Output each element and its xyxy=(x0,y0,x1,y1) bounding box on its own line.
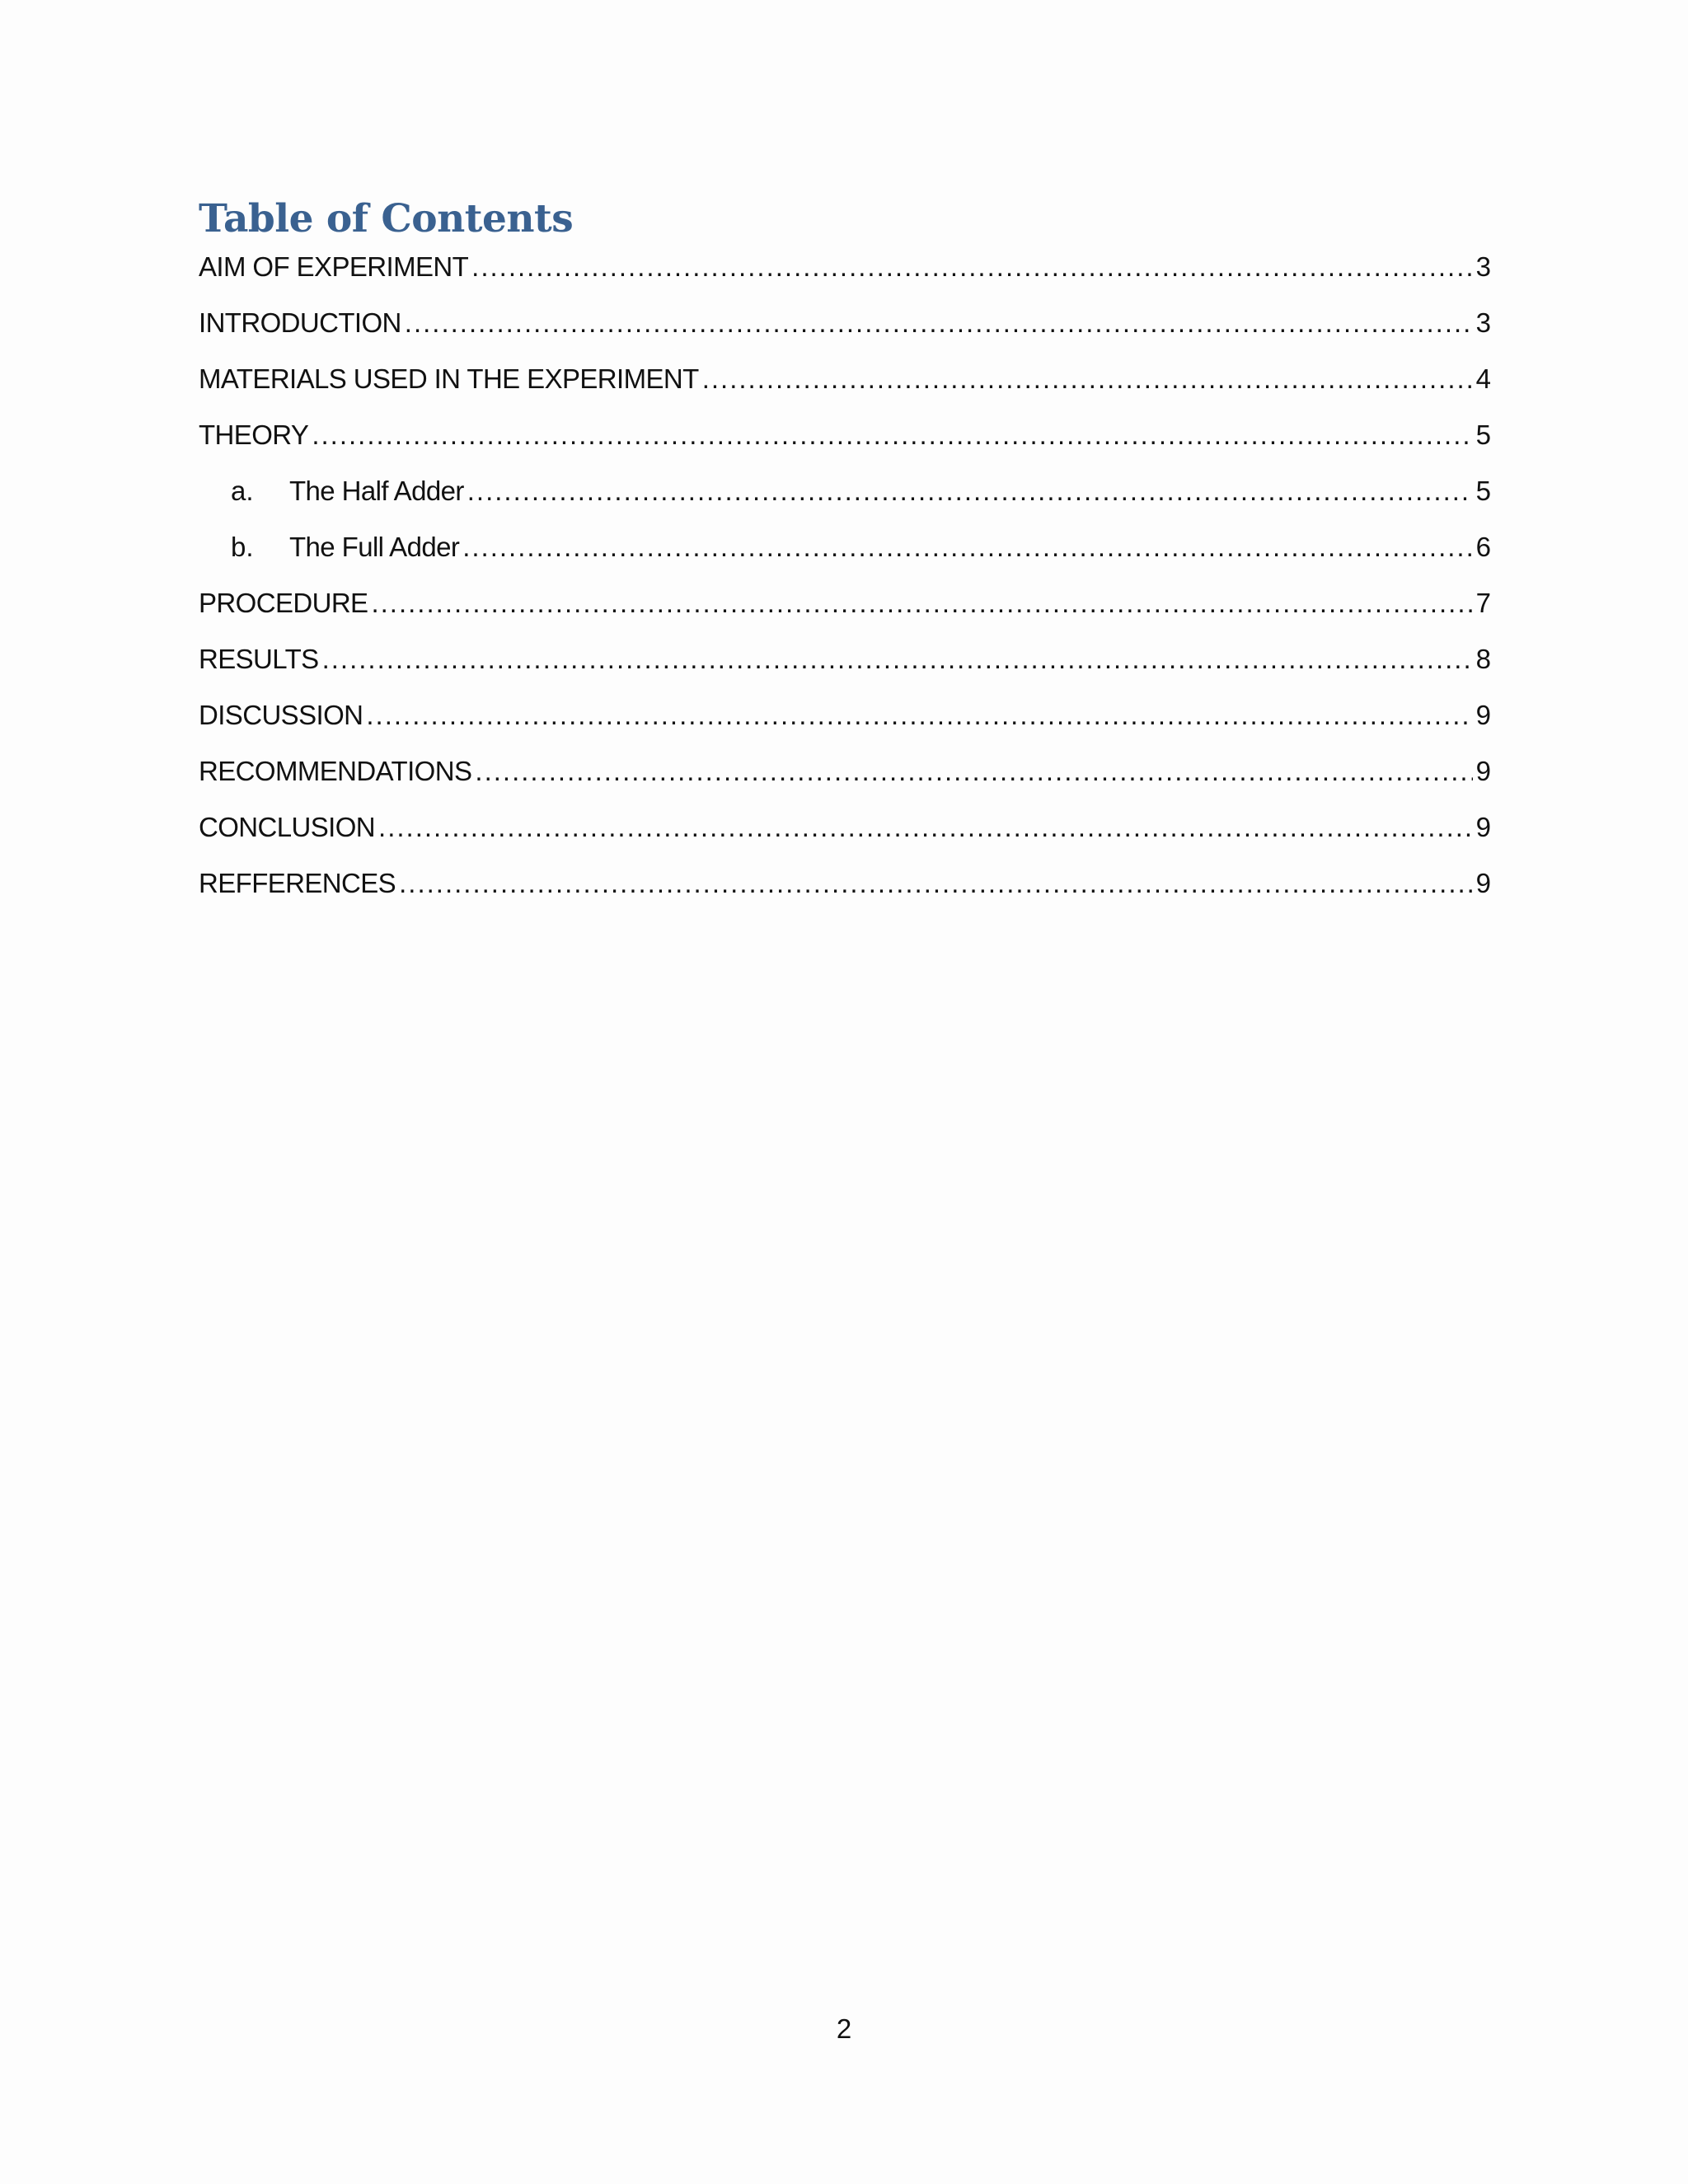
toc-entry-marker: a. xyxy=(231,476,254,506)
toc-entry-marker: b. xyxy=(231,532,254,562)
toc-entry-title: PROCEDURE xyxy=(199,588,368,618)
toc-heading: Table of Contents xyxy=(199,196,574,241)
toc-dot-leader xyxy=(702,359,1473,399)
toc-entry-references[interactable] xyxy=(199,864,1491,920)
toc-entry-conclusion[interactable] xyxy=(199,808,1491,864)
toc-dot-leader xyxy=(312,415,1472,455)
toc-entry-page: 9 xyxy=(1475,868,1491,898)
toc-dot-leader xyxy=(475,752,1472,791)
toc-dot-leader xyxy=(399,864,1473,903)
toc-entry-half-adder[interactable] xyxy=(199,471,1491,527)
toc-entry-title: The Full Adder xyxy=(289,532,460,562)
toc-entry-title: DISCUSSION xyxy=(199,700,363,730)
toc-entry-theory[interactable] xyxy=(199,415,1491,471)
toc-entry-title: RESULTS xyxy=(199,644,319,674)
toc-entry-title: INTRODUCTION xyxy=(199,307,401,338)
toc-entry-title: MATERIALS USED IN THE EXPERIMENT xyxy=(199,363,699,394)
toc-entry-aim-of-experiment[interactable] xyxy=(199,247,1491,303)
toc-entry-page: 5 xyxy=(1475,476,1491,506)
toc-entry-title: RECOMMENDATIONS xyxy=(199,756,472,786)
toc-entry-recommendations[interactable] xyxy=(199,752,1491,808)
toc-entry-materials-used[interactable] xyxy=(199,359,1491,415)
toc-dot-leader xyxy=(366,696,1472,735)
toc-entry-page: 3 xyxy=(1475,251,1491,282)
toc-entry-page: 4 xyxy=(1475,363,1491,394)
toc-dot-leader xyxy=(322,640,1473,679)
toc-entry-title: The Half Adder xyxy=(289,476,464,506)
toc-entry-title: REFFERENCES xyxy=(199,868,396,898)
toc-entry-page: 9 xyxy=(1475,756,1491,786)
toc-entry-procedure[interactable] xyxy=(199,583,1491,640)
toc-entry-title: THEORY xyxy=(199,419,309,450)
toc-entry-page: 9 xyxy=(1475,700,1491,730)
toc-entry-page: 7 xyxy=(1475,588,1491,618)
toc-dot-leader xyxy=(467,471,1473,511)
toc-entry-page: 5 xyxy=(1475,419,1491,450)
toc-entry-page: 6 xyxy=(1475,532,1491,562)
toc-entry-page: 8 xyxy=(1475,644,1491,674)
toc-entry-page: 3 xyxy=(1475,307,1491,338)
toc-dot-leader xyxy=(378,808,1473,847)
toc-entry-page: 9 xyxy=(1475,812,1491,842)
toc-dot-leader xyxy=(462,527,1472,567)
toc-entry-discussion[interactable] xyxy=(199,696,1491,752)
toc-dot-leader xyxy=(405,303,1473,343)
toc-entry-full-adder[interactable] xyxy=(199,527,1491,583)
toc-list xyxy=(199,247,1491,920)
toc-entry-results[interactable] xyxy=(199,640,1491,696)
toc-entry-introduction[interactable] xyxy=(199,303,1491,359)
toc-entry-title: AIM OF EXPERIMENT xyxy=(199,251,469,282)
toc-dot-leader xyxy=(371,583,1472,623)
toc-entry-title: CONCLUSION xyxy=(199,812,376,842)
toc-dot-leader xyxy=(471,247,1472,287)
page-number: 2 xyxy=(836,2013,852,2044)
